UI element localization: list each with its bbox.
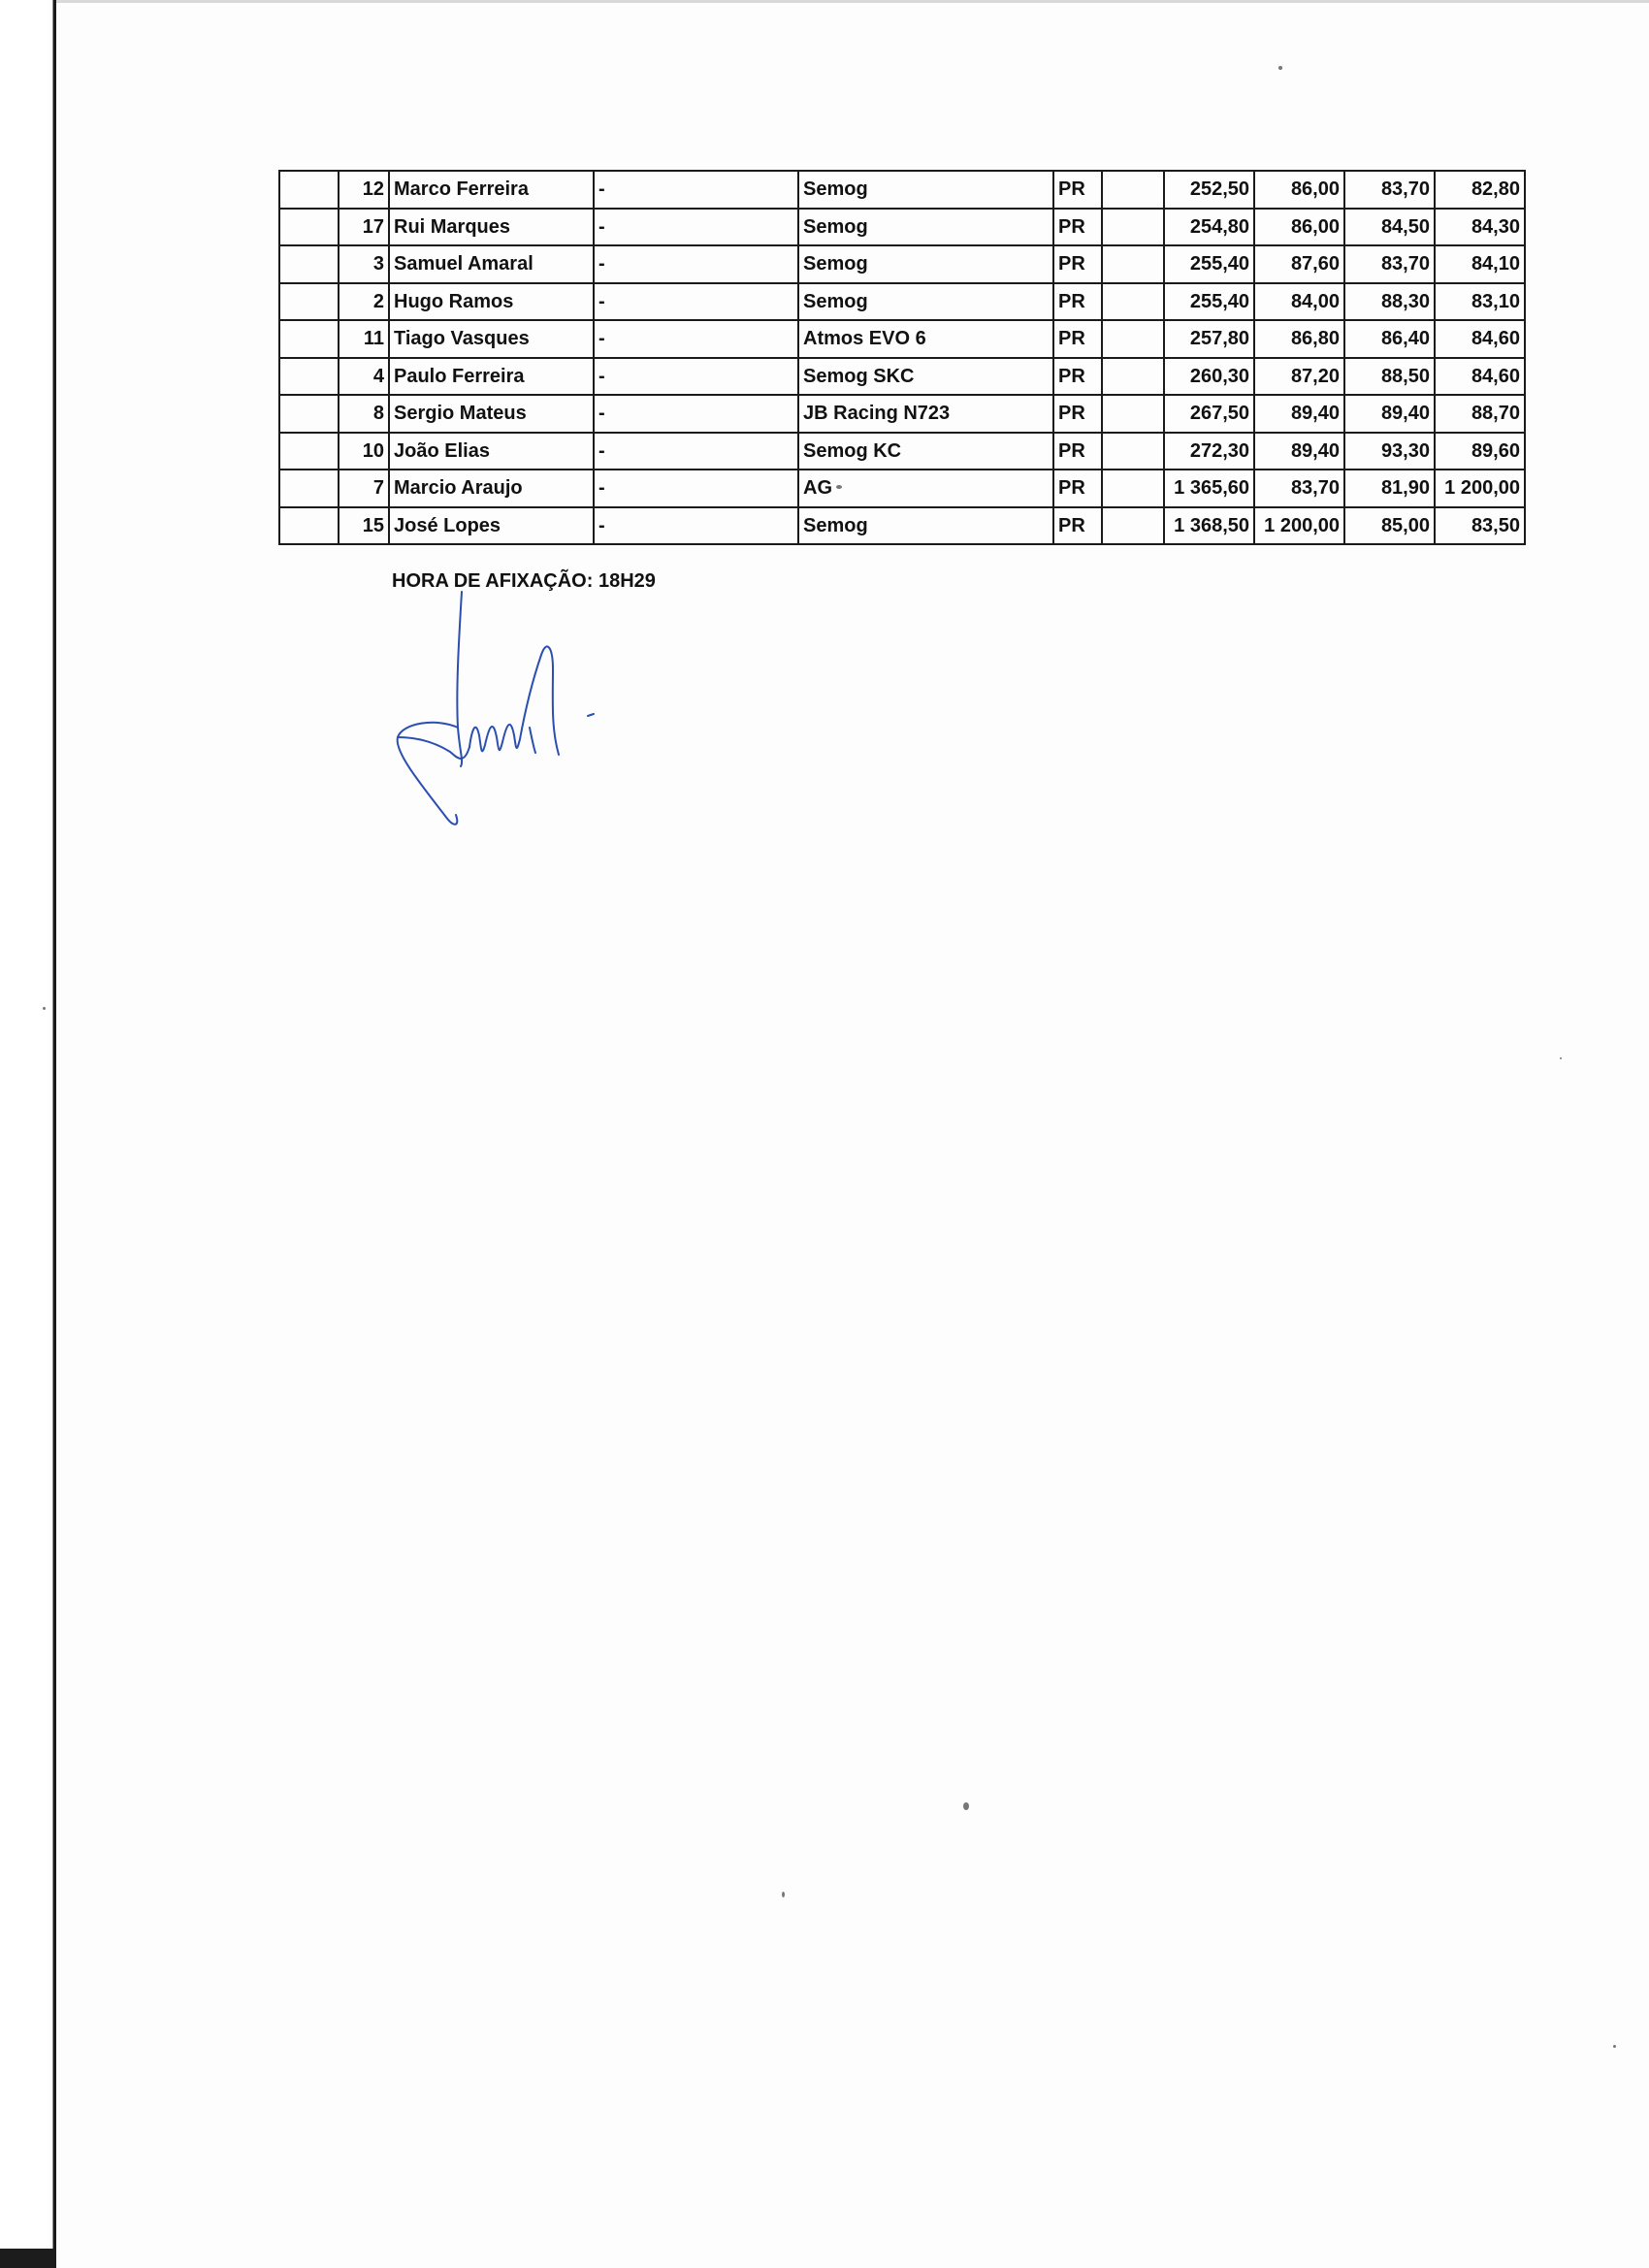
run3-time: 83,50 xyxy=(1435,507,1525,545)
car-model: AG xyxy=(798,470,1053,507)
class-cell: PR xyxy=(1053,320,1102,358)
driver-name: Marco Ferreira xyxy=(389,171,594,209)
run1-time: 87,20 xyxy=(1254,358,1344,396)
run3-time: 84,60 xyxy=(1435,358,1525,396)
run2-time: 83,70 xyxy=(1344,171,1435,209)
scan-left-edge xyxy=(0,0,56,2268)
driver-name: Hugo Ramos xyxy=(389,283,594,321)
driver-name: Tiago Vasques xyxy=(389,320,594,358)
club-cell: - xyxy=(594,470,798,507)
driver-name: João Elias xyxy=(389,433,594,470)
competitor-number: 7 xyxy=(339,470,389,507)
run2-time: 88,30 xyxy=(1344,283,1435,321)
competitor-number: 4 xyxy=(339,358,389,396)
total-time: 255,40 xyxy=(1164,245,1254,283)
table-row xyxy=(279,470,1525,507)
total-time: 1 368,50 xyxy=(1164,507,1254,545)
table-row xyxy=(279,320,1525,358)
table-row xyxy=(279,507,1525,545)
run3-time: 88,70 xyxy=(1435,395,1525,433)
blank-cell xyxy=(279,209,339,246)
run2-time: 93,30 xyxy=(1344,433,1435,470)
blank-cell xyxy=(1102,358,1164,396)
blank-cell xyxy=(279,433,339,470)
blank-cell xyxy=(1102,470,1164,507)
run1-time: 86,80 xyxy=(1254,320,1344,358)
club-cell: - xyxy=(594,283,798,321)
handwritten-signature xyxy=(388,582,611,834)
competitor-number: 11 xyxy=(339,320,389,358)
run1-time: 83,70 xyxy=(1254,470,1344,507)
total-time: 252,50 xyxy=(1164,171,1254,209)
club-cell: - xyxy=(594,433,798,470)
run1-time: 84,00 xyxy=(1254,283,1344,321)
blank-cell xyxy=(1102,507,1164,545)
car-model: Semog xyxy=(798,171,1053,209)
class-cell: PR xyxy=(1053,395,1102,433)
table-row xyxy=(279,283,1525,321)
total-time: 254,80 xyxy=(1164,209,1254,246)
driver-name: Marcio Araujo xyxy=(389,470,594,507)
blank-cell xyxy=(279,470,339,507)
club-cell: - xyxy=(594,245,798,283)
run2-time: 86,40 xyxy=(1344,320,1435,358)
run1-time: 86,00 xyxy=(1254,171,1344,209)
table-row xyxy=(279,358,1525,396)
competitor-number: 2 xyxy=(339,283,389,321)
class-cell: PR xyxy=(1053,433,1102,470)
scan-speck xyxy=(963,1802,969,1810)
table-row xyxy=(279,433,1525,470)
scan-speck xyxy=(836,485,842,489)
scan-top-edge xyxy=(56,0,1649,3)
blank-cell xyxy=(279,245,339,283)
driver-name: Paulo Ferreira xyxy=(389,358,594,396)
blank-cell xyxy=(1102,395,1164,433)
total-time: 255,40 xyxy=(1164,283,1254,321)
car-model: Semog xyxy=(798,245,1053,283)
blank-cell xyxy=(279,395,339,433)
run2-time: 88,50 xyxy=(1344,358,1435,396)
blank-cell xyxy=(279,171,339,209)
results-table xyxy=(278,170,1526,545)
run3-time: 89,60 xyxy=(1435,433,1525,470)
run1-time: 87,60 xyxy=(1254,245,1344,283)
blank-cell xyxy=(1102,171,1164,209)
competitor-number: 3 xyxy=(339,245,389,283)
club-cell: - xyxy=(594,395,798,433)
blank-cell xyxy=(279,507,339,545)
scan-speck xyxy=(1560,1057,1562,1059)
car-model: Semog SKC xyxy=(798,358,1053,396)
club-cell: - xyxy=(594,171,798,209)
driver-name: Rui Marques xyxy=(389,209,594,246)
run1-time: 89,40 xyxy=(1254,433,1344,470)
scan-speck xyxy=(782,1892,785,1897)
scan-speck xyxy=(43,1007,46,1010)
posting-time: HORA DE AFIXAÇÃO: 18H29 xyxy=(392,570,656,592)
total-time: 267,50 xyxy=(1164,395,1254,433)
total-time: 260,30 xyxy=(1164,358,1254,396)
scan-bottom-corner xyxy=(0,2249,56,2268)
run2-time: 81,90 xyxy=(1344,470,1435,507)
class-cell: PR xyxy=(1053,209,1102,246)
class-cell: PR xyxy=(1053,171,1102,209)
run2-time: 89,40 xyxy=(1344,395,1435,433)
run1-time: 89,40 xyxy=(1254,395,1344,433)
table-row xyxy=(279,209,1525,246)
club-cell: - xyxy=(594,358,798,396)
run3-time: 83,10 xyxy=(1435,283,1525,321)
run3-time: 84,10 xyxy=(1435,245,1525,283)
run2-time: 85,00 xyxy=(1344,507,1435,545)
run1-time: 86,00 xyxy=(1254,209,1344,246)
competitor-number: 8 xyxy=(339,395,389,433)
run3-time: 82,80 xyxy=(1435,171,1525,209)
car-model: Semog KC xyxy=(798,433,1053,470)
driver-name: Sergio Mateus xyxy=(389,395,594,433)
total-time: 257,80 xyxy=(1164,320,1254,358)
club-cell: - xyxy=(594,320,798,358)
class-cell: PR xyxy=(1053,245,1102,283)
results-table-body xyxy=(279,171,1525,544)
driver-name: Samuel Amaral xyxy=(389,245,594,283)
competitor-number: 15 xyxy=(339,507,389,545)
blank-cell xyxy=(279,320,339,358)
class-cell: PR xyxy=(1053,358,1102,396)
class-cell: PR xyxy=(1053,283,1102,321)
car-model: Atmos EVO 6 xyxy=(798,320,1053,358)
blank-cell xyxy=(1102,433,1164,470)
total-time: 1 365,60 xyxy=(1164,470,1254,507)
total-time: 272,30 xyxy=(1164,433,1254,470)
competitor-number: 17 xyxy=(339,209,389,246)
blank-cell xyxy=(1102,320,1164,358)
club-cell: - xyxy=(594,209,798,246)
car-model: JB Racing N723 xyxy=(798,395,1053,433)
driver-name: José Lopes xyxy=(389,507,594,545)
blank-cell xyxy=(279,358,339,396)
blank-cell xyxy=(1102,283,1164,321)
table-row xyxy=(279,395,1525,433)
run3-time: 1 200,00 xyxy=(1435,470,1525,507)
table-row xyxy=(279,171,1525,209)
club-cell: - xyxy=(594,507,798,545)
run1-time: 1 200,00 xyxy=(1254,507,1344,545)
car-model: Semog xyxy=(798,507,1053,545)
blank-cell xyxy=(1102,209,1164,246)
run3-time: 84,30 xyxy=(1435,209,1525,246)
class-cell: PR xyxy=(1053,470,1102,507)
run2-time: 84,50 xyxy=(1344,209,1435,246)
scan-speck xyxy=(1278,66,1282,70)
class-cell: PR xyxy=(1053,507,1102,545)
blank-cell xyxy=(279,283,339,321)
run3-time: 84,60 xyxy=(1435,320,1525,358)
blank-cell xyxy=(1102,245,1164,283)
competitor-number: 10 xyxy=(339,433,389,470)
car-model: Semog xyxy=(798,209,1053,246)
scan-speck xyxy=(1613,2045,1616,2048)
run2-time: 83,70 xyxy=(1344,245,1435,283)
table-row xyxy=(279,245,1525,283)
competitor-number: 12 xyxy=(339,171,389,209)
car-model: Semog xyxy=(798,283,1053,321)
